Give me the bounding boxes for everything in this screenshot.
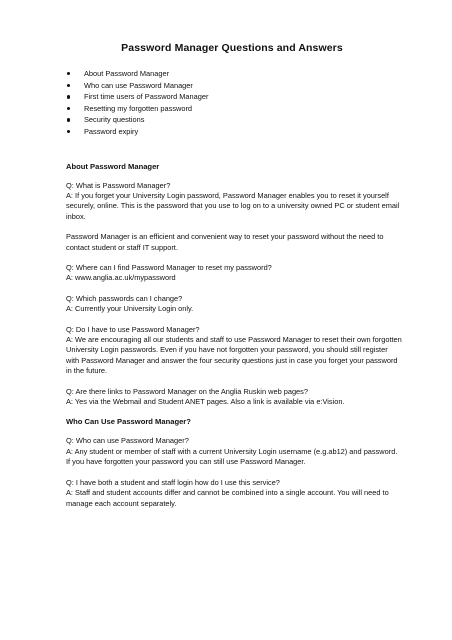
answer-text: A: We are encouraging all our students and staff to use Password Manager to reset their own forgotten University Login passwords. Even if you have not forgotten your password, you should still register with Password Manager and answer the four security questions just in case you forget your password in the future. bbox=[66, 335, 402, 376]
question-text: Q: I have both a student and staff login how do I use this service? bbox=[66, 477, 280, 487]
section-who-can-use bbox=[66, 417, 402, 508]
qa-paragraph bbox=[66, 181, 402, 223]
topic-item: Security questions bbox=[66, 114, 402, 126]
qa-paragraph bbox=[66, 436, 402, 467]
question-text: Q: Which passwords can I change? bbox=[66, 293, 183, 303]
question-text: Q: Are there links to Password Manager on the Anglia Ruskin web pages? bbox=[66, 386, 308, 396]
qa-paragraph bbox=[66, 387, 402, 408]
section-about bbox=[66, 162, 402, 408]
answer-text: A: www.anglia.ac.uk/mypassword bbox=[66, 273, 176, 283]
question-text: Q: What is Password Manager? bbox=[66, 180, 171, 190]
topic-list bbox=[66, 68, 402, 138]
topic-item: About Password Manager bbox=[66, 68, 402, 80]
question-text: Q: Do I have to use Password Manager? bbox=[66, 324, 200, 334]
answer-text: Password Manager is an efficient and convenient way to reset your password without the need to contact student or staff IT support. bbox=[66, 232, 384, 252]
qa-paragraph bbox=[66, 263, 402, 284]
answer-text: A: Any student or member of staff with a current University Login username (e.g.ab12) and password. If you have forgotten your password you can still use Password Manager. bbox=[66, 446, 398, 467]
section-heading: Who Can Use Password Manager? bbox=[66, 417, 191, 427]
topic-item: First time users of Password Manager bbox=[66, 91, 402, 103]
answer-text: A: Yes via the Webmail and Student ANET pages. Also a link is available via e:Vision. bbox=[66, 397, 345, 407]
page-title: Password Manager Questions and Answers bbox=[121, 42, 343, 54]
section-heading: About Password Manager bbox=[66, 161, 160, 171]
body-paragraph bbox=[66, 232, 402, 253]
answer-text: A: If you forget your University Login password, Password Manager enables you to reset it yourself securely, online. This is the password that you use to log on to a university owned PC or student email inbox. bbox=[66, 190, 400, 221]
qa-paragraph bbox=[66, 478, 402, 509]
answer-text: A: Staff and student accounts differ and cannot be combined into a single account. You will need to manage each account separately. bbox=[66, 488, 389, 508]
answer-text: A: Currently your University Login only. bbox=[66, 304, 194, 314]
qa-paragraph bbox=[66, 294, 402, 315]
topic-item: Password expiry bbox=[66, 126, 402, 138]
topic-item: Resetting my forgotten password bbox=[66, 103, 402, 115]
question-text: Q: Who can use Password Manager? bbox=[66, 436, 189, 446]
question-text: Q: Where can I find Password Manager to reset my password? bbox=[66, 263, 272, 272]
topic-item: Who can use Password Manager bbox=[66, 80, 402, 92]
qa-paragraph bbox=[66, 325, 402, 377]
